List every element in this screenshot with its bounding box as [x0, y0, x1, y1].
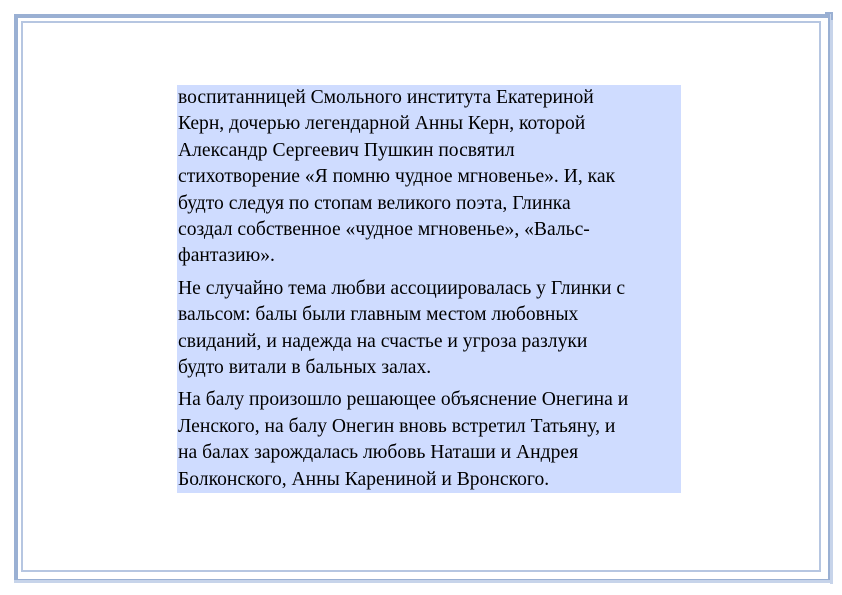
paragraph-kern: воспитанницей Смольного института Екатериной Керн, дочерью легендарной Анны Керн, которой Александр Сергеевич Пушкин посвятил стихотворение «Я помню чудное мгновенье». И, как будто следуя по стопам великого поэта, Глинка создал собственное «чудное мгновенье», «Вальс- фантазию». [178, 87, 616, 267]
slide-border-shadow-bottom [14, 580, 833, 583]
paragraph-literary-balls: На балу произошло решающее объяснение Онегина и Ленского, на балу Онегин вновь встретил Татьяну, и на балах зарождалась любовь Наташи и Андрея Болконского, Анны Карениной и Вронского. [178, 389, 629, 490]
text-block [177, 85, 681, 493]
paragraph-waltz-theme: Не случайно тема любви ассоциировалась у Глинки с вальсом: балы были главным местом любовных свиданий, и надежда на счастье и угроза разлуки будто витали в бальных залах. [178, 277, 626, 379]
slide-border-corner [825, 12, 833, 20]
slide-border-shadow-right [830, 14, 833, 584]
